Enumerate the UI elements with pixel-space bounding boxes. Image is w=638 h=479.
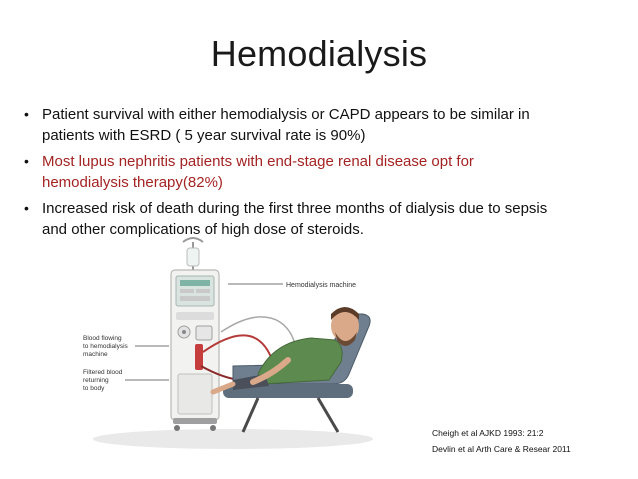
bullet-dot-icon: •	[24, 200, 29, 216]
bullet-line: Increased risk of death during the first three months of dialysis due to sepsis	[42, 200, 548, 217]
bullet-item	[22, 104, 612, 146]
bullet-line: and other complications of high dose of steroids.	[42, 221, 364, 238]
bullet-line: hemodialysis therapy(82%)	[42, 174, 223, 191]
citation-line: Devlin et al Arth Care & Resear 2011	[432, 444, 571, 454]
label-blood-flowing: Blood flowing	[83, 335, 122, 342]
bullet-line: Most lupus nephritis patients with end-stage renal disease opt for	[42, 153, 474, 170]
label-blood-flowing: to hemodialysis	[83, 343, 128, 350]
bullet-dot-icon: •	[24, 153, 29, 169]
bullet-text	[42, 200, 547, 238]
label-filtered-blood: returning	[83, 377, 109, 384]
label-filtered-blood: Filtered blood	[83, 369, 123, 376]
dialysis-machine-icon	[171, 270, 219, 431]
bullet-text	[42, 153, 474, 191]
floor-shadow	[93, 429, 373, 449]
citation-line: Cheigh et al AJKD 1993: 21:2	[432, 428, 544, 438]
bullet-text	[42, 106, 530, 144]
hemodialysis-illustration	[83, 234, 383, 452]
label-blood-flowing: machine	[83, 351, 108, 358]
bullet-line: Patient survival with either hemodialysis or CAPD appears to be similar in	[42, 106, 530, 123]
citations	[432, 425, 571, 457]
slide-title: Hemodialysis	[210, 33, 428, 74]
bullet-list	[22, 104, 612, 245]
label-filtered-blood: to body	[83, 385, 105, 392]
bullet-item-highlighted	[22, 151, 612, 193]
bullet-line: patients with ESRD ( 5 year survival rate is 90%)	[42, 127, 366, 144]
label-hemodialysis-machine: Hemodialysis machine	[286, 282, 357, 289]
bullet-dot-icon: •	[24, 106, 29, 122]
